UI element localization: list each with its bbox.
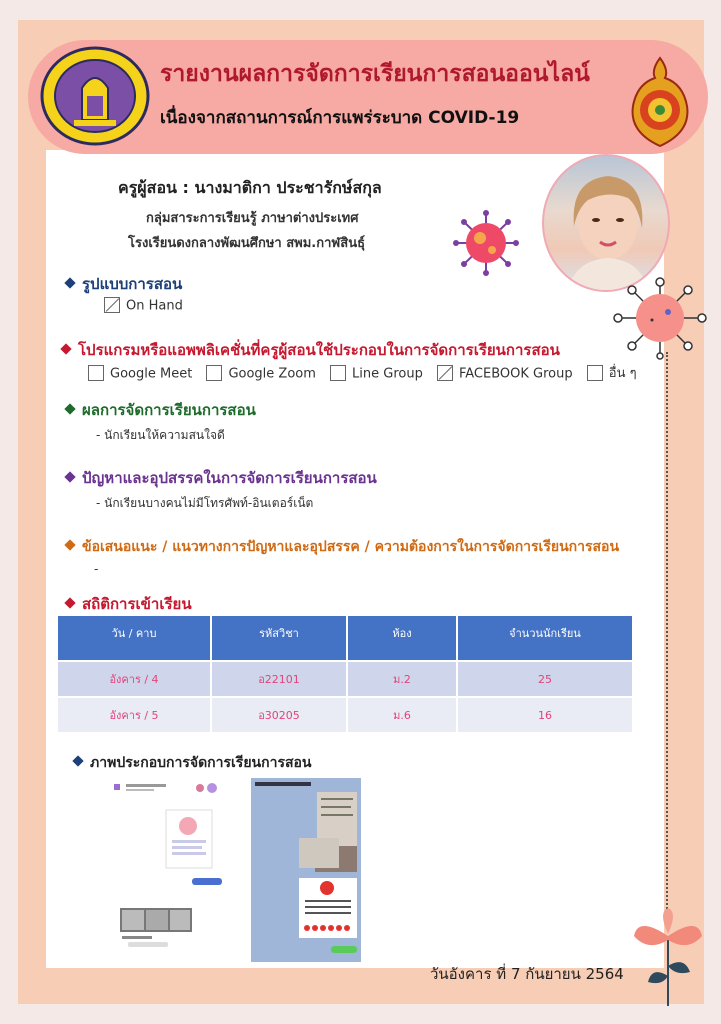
results-detail: - นักเรียนให้ความสนใจดี — [96, 428, 225, 442]
section-heading: ผลการจัดการเรียนการสอน — [82, 401, 256, 419]
table-row — [57, 661, 633, 697]
section-heading: สถิติการเข้าเรียน — [82, 595, 192, 613]
teacher-photo — [542, 154, 670, 292]
checkbox-on-hand[interactable] — [104, 297, 120, 313]
section-apps — [62, 338, 560, 362]
virus-icon — [612, 276, 708, 360]
checkbox-google-zoom[interactable] — [206, 365, 222, 381]
column-header: รหัสวิชา — [211, 615, 347, 661]
report-title: รายงานผลการจัดการเรียนการสอนออนไลน์ — [160, 61, 590, 87]
table-cell: ม.6 — [347, 697, 457, 733]
section-heading: รูปแบบการสอน — [82, 275, 183, 293]
section-heading: ปัญหาและอุปสรรคในการจัดการเรียนการสอน — [82, 469, 377, 487]
section-results — [66, 398, 256, 422]
flower-decoration-icon — [628, 906, 708, 1006]
section-heading: โปรแกรมหรือแอพพลิเคชั่นที่ครูผู้สอนใช้ประกอบในการจัดการเรียนการสอน — [78, 341, 560, 359]
column-header: วัน / คาบ — [57, 615, 211, 661]
section-problems — [66, 466, 377, 490]
report-subtitle: เนื่องจากสถานการณ์การแพร่ระบาด COVID-19 — [160, 108, 520, 128]
column-header: ห้อง — [347, 615, 457, 661]
table-row — [57, 697, 633, 733]
teacher-department: กลุ่มสาระการเรียนรู้ ภาษาต่างประเทศ — [146, 211, 359, 226]
section-images — [74, 752, 311, 774]
option-line-group[interactable] — [330, 366, 423, 382]
table-cell: อังคาร / 5 — [57, 697, 211, 733]
teaching-format-options — [104, 298, 193, 314]
table-cell: 25 — [457, 661, 633, 697]
option-label: อื่น ๆ — [608, 366, 637, 381]
checkbox-google-meet[interactable] — [88, 365, 104, 381]
screenshot-image-1 — [108, 778, 234, 956]
bullet-icon — [60, 343, 71, 354]
table-cell: อังคาร / 4 — [57, 661, 211, 697]
bullet-icon — [72, 755, 83, 766]
column-header: จำนวนนักเรียน — [457, 615, 633, 661]
checkbox-other[interactable] — [587, 365, 603, 381]
bullet-icon — [64, 277, 75, 288]
decorative-dotted-line — [666, 352, 668, 912]
school-logo-icon — [40, 46, 150, 146]
report-date: วันอังคาร ที่ 7 กันยายน 2564 — [430, 965, 624, 983]
section-heading: ข้อเสนอแนะ / แนวทางการปัญหาและอุปสรรค / ความต้องการในการจัดการเรียนการสอน — [82, 539, 620, 555]
bullet-icon — [64, 403, 75, 414]
chat-screenshot-icon — [251, 778, 361, 962]
table-cell: อ22101 — [211, 661, 347, 697]
apps-options — [88, 362, 647, 383]
section-teaching-format — [66, 272, 182, 296]
teacher-name: ครูผู้สอน : นางมาติกา ประชารักษ์สกุล — [118, 178, 382, 197]
option-google-meet[interactable] — [88, 366, 192, 382]
teacher-portrait-icon — [544, 156, 670, 292]
table-cell: 16 — [457, 697, 633, 733]
checkbox-line-group[interactable] — [330, 365, 346, 381]
screenshot-image-2 — [251, 778, 361, 962]
suggestions-detail: - — [94, 562, 99, 576]
table-cell: ม.2 — [347, 661, 457, 697]
attendance-table — [56, 614, 634, 734]
chat-screenshot-icon — [108, 778, 234, 956]
section-heading: ภาพประกอบการจัดการเรียนการสอน — [90, 755, 312, 771]
ministry-emblem-icon — [625, 56, 695, 148]
option-facebook-group[interactable] — [437, 366, 573, 382]
bullet-icon — [64, 597, 75, 608]
table-cell: อ30205 — [211, 697, 347, 733]
table-header-row — [57, 615, 633, 661]
option-other[interactable] — [587, 362, 637, 383]
option-google-zoom[interactable] — [206, 366, 315, 382]
problems-detail: - นักเรียนบางคนไม่มีโทรศัพท์-อินเตอร์เน็ต — [96, 496, 314, 510]
bullet-icon — [64, 471, 75, 482]
section-suggestions — [66, 536, 619, 558]
virus-icon — [450, 210, 522, 276]
checkbox-facebook-group[interactable] — [437, 365, 453, 381]
option-label: Google Zoom — [228, 366, 316, 381]
option-label: Google Meet — [110, 366, 193, 381]
option-on-hand[interactable] — [104, 298, 183, 314]
option-label: FACEBOOK Group — [458, 366, 573, 381]
bullet-icon — [64, 539, 75, 550]
section-attendance — [66, 592, 192, 616]
option-label: On Hand — [126, 298, 183, 314]
teacher-school: โรงเรียนดงกลางพัฒนศึกษา สพม.กาฬสินธุ์ — [128, 236, 366, 251]
option-label: Line Group — [352, 366, 423, 381]
